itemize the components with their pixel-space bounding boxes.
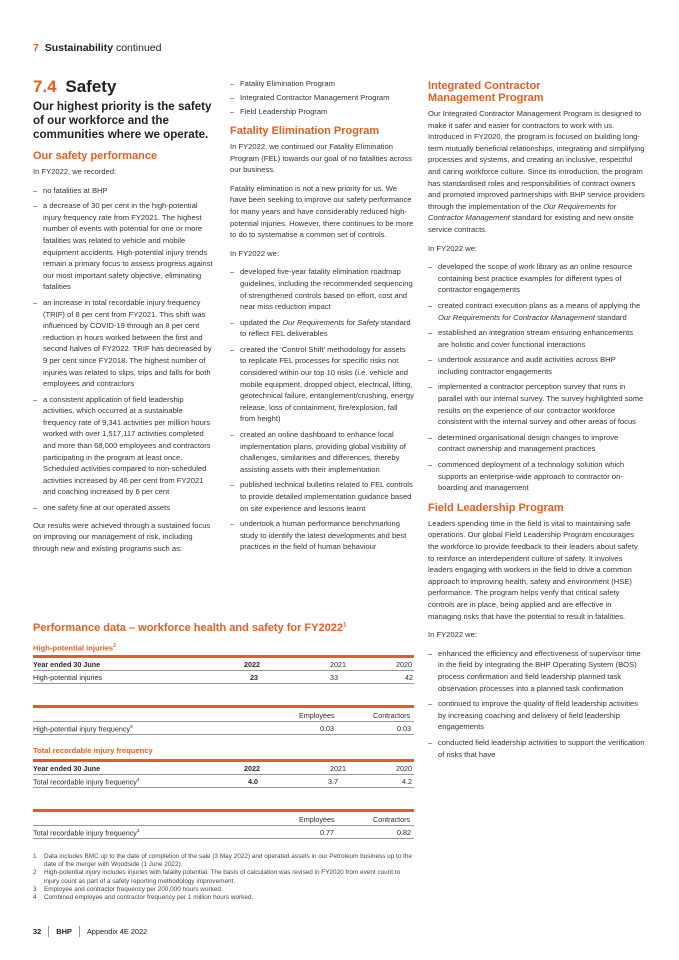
divider <box>33 721 414 722</box>
paragraph: Leaders spending time in the field is vital to maintaining safe operations. Our global Field Leadership Program encourages the workforce to provide feedback to their leaders about safety to reinforce an interdependent culture of safety. It involves leaders engaging with workers in the field to drive a common approach to improving health, safety and environment (HSE) performance. The program helps verify that critical safety controls are in place, being applied and are effective in managing risks that have the potential to result in fatalities. <box>428 518 638 621</box>
value-2022: 23 <box>250 673 258 682</box>
row-label: Total recordable injury frequency <box>33 828 137 838</box>
value-2020: 4.2 <box>402 777 412 786</box>
footnote-ref: 3 <box>136 828 140 833</box>
contractors-label: Contractors <box>373 711 411 720</box>
performance-heading <box>33 622 346 634</box>
year-label: Year ended 30 June <box>33 764 101 773</box>
list-item: – an increase in total recordable injury frequency (TRIF) of 8 per cent from FY2021. This shift was influenced by COVID-19 through an 8 per cent reduction in hours worked between the first and second halves of FY2022. TRIF has decreased by 9 per cent since FY2018. The highest number of injuries was related to slips, trips and falls for both employees and contractors <box>33 297 213 390</box>
value-2020: 42 <box>405 673 413 682</box>
heading-fatality-elimination: Fatality Elimination Program <box>230 124 380 137</box>
hpi-title <box>33 643 116 653</box>
list-item: – undertook assurance and audit activities across BHP including contractor engagements <box>428 354 646 377</box>
list-item <box>230 317 414 340</box>
table-rule <box>33 759 414 762</box>
paragraph: Fatality elimination is not a new priority for us. We have been seeking to improve our safety performance for many years and have considerably reduced high-potential injuries. However, there continues to be more to do to systematise a common set of controls. <box>230 183 414 240</box>
year-2022: 2022 <box>244 660 260 669</box>
trif-title: Total recordable injury frequency <box>33 746 153 755</box>
list-item: – Integrated Contractor Management Program <box>230 92 414 104</box>
text: standard for existing and new onsite service contracts. <box>428 213 634 234</box>
page-footer <box>33 926 147 937</box>
intro-heading: Our highest priority is the safety of our workforce and the communities where we operate. <box>33 100 212 141</box>
list-item: – one safety fine at our operated assets <box>33 502 213 514</box>
value-contractors: 0.03 <box>397 724 411 733</box>
list-item: – no fatalities at BHP <box>33 185 213 197</box>
text: updated the <box>240 317 283 327</box>
year-2020: 2020 <box>396 660 412 669</box>
list-item: – continued to improve the quality of field leadership activities by increasing coaching and delivery of field leadership engagements <box>428 698 646 733</box>
footnote-text: High-potential injury includes injuries with fatality potential. The basis of calculation was revised in FY2020 from event count to injury count as part of a safety reporting methodology improvement. <box>44 869 401 885</box>
text: standard to reflect FEL deliverables <box>240 317 411 339</box>
list-item: – published technical bulletins related to FEL controls to provide detailed implementation guidance based on site experience and lessons learnt <box>230 479 414 514</box>
list-item: – Field Leadership Program <box>230 106 414 118</box>
footnote <box>33 853 415 869</box>
footnote <box>33 869 415 885</box>
title-number: 7.4 <box>33 77 57 96</box>
list-item: – a consistent application of field leadership activities, which occurred at a sustainable frequency rate of 9,341 activities per million hours worked with over 1,517,117 activities completed and more than 68,000 employees and contractors participating in the program at least once. Scheduled activities compared to non-scheduled activities increased by 46 per cent from FY2021 and coaching increased by 6 per cent <box>33 394 213 498</box>
divider <box>33 787 414 788</box>
year-2020: 2020 <box>396 764 412 773</box>
list-item: – determined organisational design changes to improve contract ownership and management practices <box>428 432 646 455</box>
table-rule <box>33 809 414 812</box>
value-employees: 0.03 <box>320 724 334 733</box>
divider <box>33 838 414 839</box>
section-header <box>33 42 162 54</box>
brand-label: BHP <box>56 927 72 936</box>
year-2022: 2022 <box>244 764 260 773</box>
text: created contract execution plans as a means of applying the <box>438 300 641 310</box>
list-item: – enhanced the efficiency and effectiveness of supervisor time in the field by integrating the BHP Operating System (BOS) process confirmation and field leadership planned task observation processes into a planned task confirmation <box>428 648 646 694</box>
table-header-row <box>33 764 414 773</box>
footnote-text: Data includes BMC up to the date of completion of the sale (3 May 2022) and operated assets in our Petroleum business up to the date of the merger with Woodside (1 June 2022). <box>44 853 413 869</box>
list-item <box>428 300 646 323</box>
value-2022: 4.0 <box>248 777 258 786</box>
footnote-number: 1 <box>33 853 37 860</box>
paragraph: In FY2022 we: <box>230 248 279 258</box>
footnote-ref: 2 <box>113 643 116 649</box>
employees-label: Employees <box>299 815 335 824</box>
employees-label: Employees <box>299 711 335 720</box>
row-label: High-potential injuries <box>33 673 103 682</box>
footnote-text: Combined employee and contractor frequency per 1 million hours worked. <box>44 894 254 902</box>
value-2021: 3.7 <box>328 777 338 786</box>
footnote-ref: 3 <box>130 724 133 729</box>
table-row <box>33 673 414 682</box>
section-number: 7 <box>33 42 39 54</box>
footer-divider <box>79 926 80 937</box>
column-1 <box>33 150 213 561</box>
column-3 <box>428 80 646 764</box>
table-row <box>33 828 414 837</box>
column-2 <box>230 78 414 557</box>
year-2021: 2021 <box>330 660 346 669</box>
text: Our Integrated Contractor Management Program is designed to make it safer and easier for contractors to work with us. Introduced in FY2020, the program is focused on building long-term mutually beneficial relationships, integrating and simplifying processes and systems, and creating an inclusive, respectful and caring workforce culture. Since its introduction, the program has standardised roles and responsibilities of contract owners and promoted improved partnerships with BHP service providers through the implementation of the <box>428 109 645 211</box>
table-row <box>33 777 414 786</box>
text-italic: Our Requirements for Contractor Management <box>438 312 596 322</box>
divider <box>33 774 414 775</box>
continued-label: continued <box>115 42 162 54</box>
paragraph <box>428 108 646 236</box>
list-item: – commenced deployment of a technology solution which supports an enterprise-wide approach to contractor on-boarding and management <box>428 459 646 494</box>
year-2021: 2021 <box>330 764 346 773</box>
section-title: Sustainability <box>44 42 114 54</box>
list-item: – created the ‘Control Shift’ methodology for assets to replicate FEL processes for specific risks not considered within our top 10 risks (i.e. vehicle and mobile equipment, dropped object, electrical, lifting, geotechnical failure, entanglement/crushing, energy release, loss of containment, fire/explosion, fall from height) <box>230 344 414 425</box>
list-item: – created an online dashboard to enhance local implementation plans, providing global visibility of challenges, similarities and differences, thereby assisting assets with their implementation <box>230 429 414 475</box>
divider <box>33 825 414 826</box>
page-number: 32 <box>33 927 42 936</box>
divider <box>33 734 414 735</box>
row-label: Total recordable injury frequency <box>33 777 137 787</box>
table-row <box>33 724 414 733</box>
list-item: – undertook a human performance benchmarking study to identify the latest developments and best practices in the field of human behaviour <box>230 518 414 553</box>
text: standard <box>595 312 627 322</box>
paragraph: In FY2022, we continued our Fatality Elimination Program (FEL) towards our goal of no fatalities across our business. <box>230 141 412 175</box>
heading-contractor-management: Integrated Contractor Management Program <box>428 80 544 104</box>
list-item: – a decrease of 30 per cent in the high-potential injury frequency rate from FY2021. The highest number of events with potential for one or more fatalities was related to vehicle and mobile equipment accidents. High-potential injury trends remain a primary focus to assess progress against our most important safety objective, eliminating fatalities <box>33 200 213 293</box>
contractors-label: Contractors <box>373 815 411 824</box>
footnote-number: 3 <box>33 885 37 893</box>
table-header-row <box>33 660 414 669</box>
recorded-intro: In FY2022, we recorded: <box>33 167 117 176</box>
list-item: – Fatality Elimination Program <box>230 78 414 90</box>
list-item: – established an integration stream ensuring enhancements are holistic and cover functional interactions <box>428 327 646 350</box>
list-item: – developed the scope of work library as an online resource containing best practice examples for different types of contractor engagements <box>428 261 646 296</box>
value-2021: 33 <box>330 673 338 682</box>
footnote-number: 2 <box>33 869 37 877</box>
title-text: Safety <box>65 77 117 96</box>
paragraph: In FY2022 we: <box>428 243 477 253</box>
divider <box>33 683 414 684</box>
performance-heading-text: Performance data – workforce health and safety for FY2022 <box>33 622 343 634</box>
page-title <box>33 77 116 97</box>
footnote <box>33 886 415 894</box>
value-contractors: 0.82 <box>397 828 411 837</box>
footnote-ref: 4 <box>136 777 140 782</box>
footnote-number: 4 <box>33 894 37 902</box>
document-name: Appendix 4E 2022 <box>86 927 148 936</box>
footer-divider <box>48 926 49 937</box>
list-item: – implemented a contractor perception survey that runs in parallel with our internal survey. The survey highlighted some results on the experience of our contractor workforce consistent with the internal survey and other areas of focus <box>428 381 646 427</box>
value-employees: 0.77 <box>320 828 334 837</box>
year-label: Year ended 30 June <box>33 660 101 669</box>
list-item: – conducted field leadership activities to support the verification of risks that have <box>428 737 646 760</box>
table-rule <box>33 655 414 658</box>
paragraph: In FY2022 we: <box>428 630 477 640</box>
closing-paragraph: Our results were achieved through a sustained focus on improving our management of risk, including through new and existing programs such as: <box>33 520 211 553</box>
heading-field-leadership: Field Leadership Program <box>428 501 564 514</box>
table-rule <box>33 705 414 708</box>
text-italic: Our Requirements for Safety <box>282 317 379 327</box>
footnote-ref: 1 <box>342 622 347 629</box>
footnote <box>33 894 415 902</box>
footnotes <box>33 853 415 902</box>
text-italic: Our Requirements for Contractor Management <box>428 201 617 223</box>
hpi-title-text: High-potential injuries <box>33 643 114 653</box>
list-item: – developed five-year fatality elimination roadmap guidelines, including the recommended sequencing of strengthened controls based on effort, cost and near miss reduction impact <box>230 266 414 312</box>
heading-safety-performance: Our safety performance <box>33 150 158 162</box>
divider <box>33 670 414 671</box>
row-label: High-potential injury frequency <box>33 724 131 734</box>
footnote-text: Employee and contractor frequency per 200,000 hours worked. <box>44 885 223 893</box>
